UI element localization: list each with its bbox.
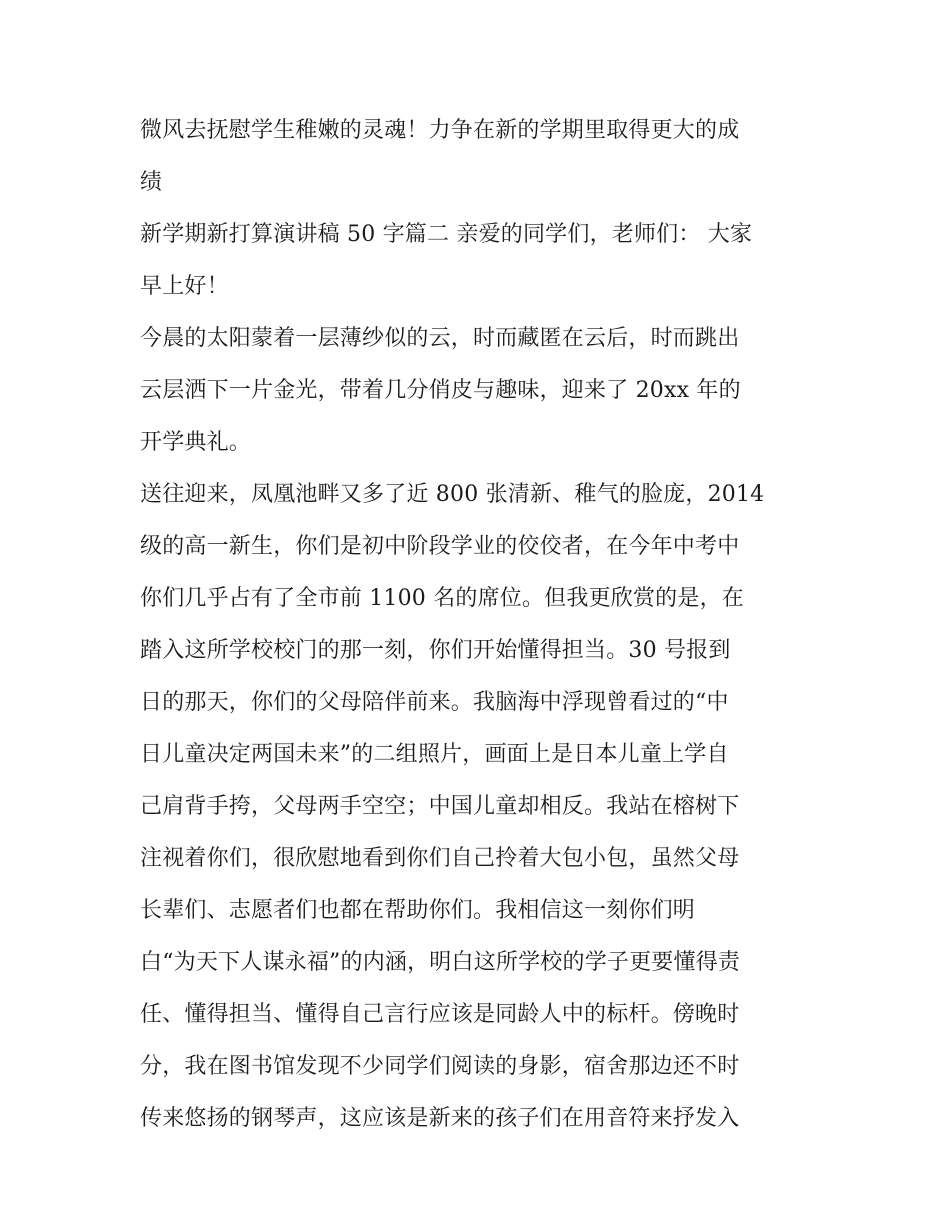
- text-line: 注视着你们，很欣慰地看到你们自己拎着大包小包，虽然父母: [140, 846, 740, 871]
- text-line: 今晨的太阳蒙着一层薄纱似的云，时而藏匿在云后，时而跳出: [140, 326, 740, 351]
- text-line: 踏入这所学校校门的那一刻，你们开始懂得担当。30 号报到: [140, 638, 731, 663]
- text-line: 己肩背手挎，父母两手空空；中国儿童却相反。我站在榕树下: [140, 794, 740, 819]
- text-line: 开学典礼。: [140, 430, 252, 455]
- text-line: 送往迎来，凤凰池畔又多了近 800 张清新、稚气的脸庞，2014: [140, 482, 765, 507]
- text-line: 新学期新打算演讲稿 50 字篇二 亲爱的同学们，老师们： 大家: [140, 222, 753, 247]
- text-line: 白“为天下人谋永福”的内涵，明白这所学校的学子更要懂得责: [140, 950, 741, 975]
- text-line: 微风去抚慰学生稚嫩的灵魂！力争在新的学期里取得更大的成: [140, 118, 740, 143]
- text-line: 日的那天，你们的父母陪伴前来。我脑海中浮现曾看过的“中: [140, 690, 729, 715]
- text-line: 日儿童决定两国未来”的二组照片，画面上是日本儿童上学自: [140, 742, 729, 767]
- text-line: 分，我在图书馆发现不少同学们阅读的身影，宿舍那边还不时: [140, 1054, 740, 1079]
- text-line: 传来悠扬的钢琴声，这应该是新来的孩子们在用音符来抒发入: [140, 1106, 740, 1131]
- text-line: 级的高一新生，你们是初中阶段学业的佼佼者，在今年中考中: [140, 534, 740, 559]
- text-line: 绩: [140, 170, 163, 195]
- text-line: 你们几乎占有了全市前 1100 名的席位。但我更欣赏的是，在: [140, 586, 744, 611]
- text-line: 云层洒下一片金光，带着几分俏皮与趣味，迎来了 20xx 年的: [140, 378, 741, 403]
- text-line: 任、懂得担当、懂得自己言行应该是同龄人中的标杆。傍晚时: [140, 1002, 740, 1027]
- text-line: 早上好！: [140, 274, 229, 299]
- document-body: [140, 105, 820, 1145]
- text-line: 长辈们、志愿者们也都在帮助你们。我相信这一刻你们明: [140, 898, 696, 923]
